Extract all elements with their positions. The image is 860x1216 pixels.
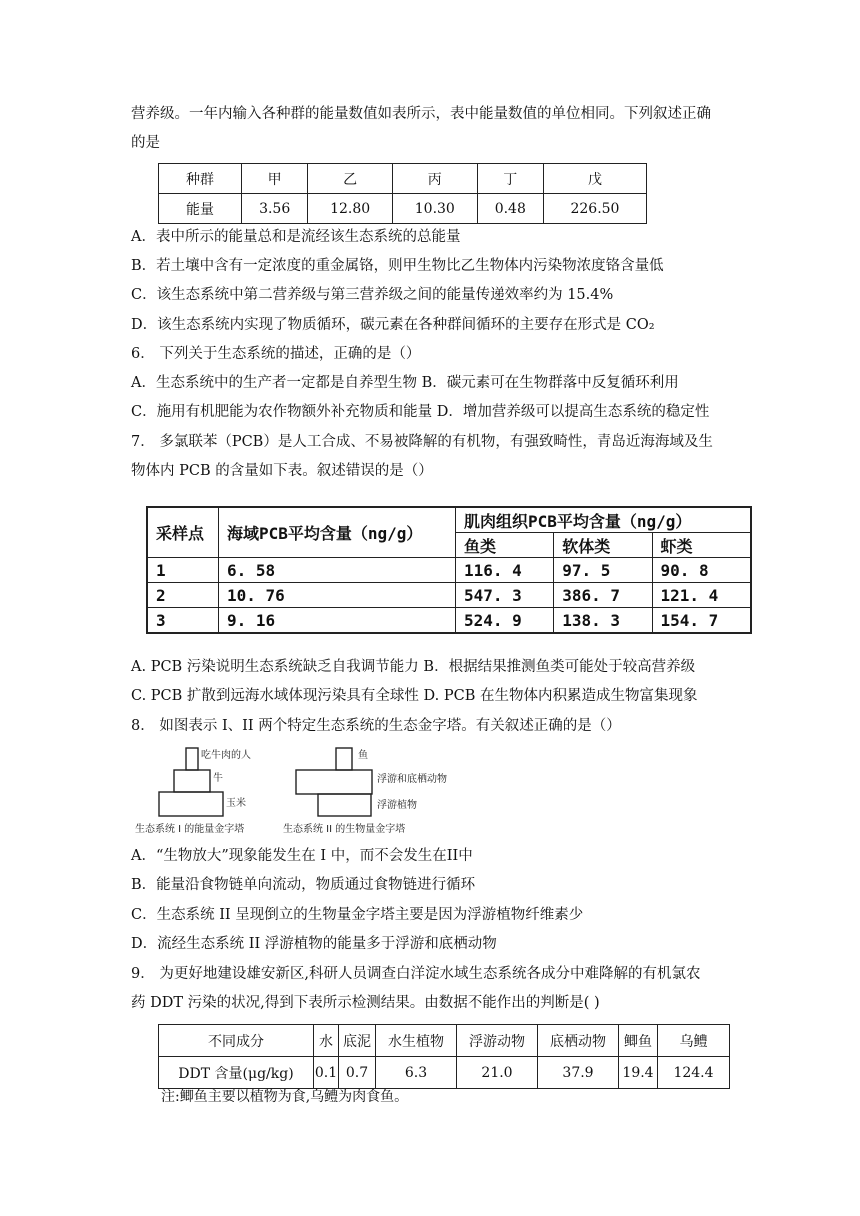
table-cell: 虾类 (652, 533, 751, 558)
pyramid-label: 浮游和底栖动物 (377, 774, 447, 785)
figure-caption: 生态系统 I 的能量金字塔 (135, 824, 245, 835)
option-c: C．生态系统 II 呈现倒立的生物量金字塔主要是因为浮游植物纤维素少 (131, 907, 584, 923)
table-row (147, 558, 751, 583)
pyramid-label: 玉米 (226, 798, 246, 809)
table-cell: 90. 8 (652, 558, 751, 583)
table-cell: 海域PCB平均含量（ng/g） (219, 507, 456, 558)
question-7: 7． 多氯联苯（PCB）是人工合成、不易被降解的有机物，有强致畸性，青岛近海海域及生 (131, 434, 713, 450)
table-row (147, 608, 751, 634)
table-cell: 2 (147, 583, 219, 608)
pyramid-block (296, 770, 372, 794)
table-row (159, 194, 647, 224)
table-cell: 底泥 (339, 1025, 376, 1057)
pyramid-block (159, 792, 223, 816)
pyramid-label: 浮游植物 (377, 800, 417, 811)
table-cell: 10.30 (392, 194, 477, 224)
table-cell: 能量 (159, 194, 242, 224)
energy-table (158, 163, 647, 224)
option-cd: C．施用有机肥能为农作物额外补充物质和能量 D．增加营养级可以提高生态系统的稳定性 (131, 404, 710, 420)
table-cell: 0.48 (477, 194, 543, 224)
table-row (147, 583, 751, 608)
table-cell: 浮游动物 (457, 1025, 538, 1057)
table-cell: 鲫鱼 (619, 1025, 658, 1057)
pyramid-label: 牛 (213, 773, 223, 784)
table-cell: 肌肉组织PCB平均含量（ng/g） (456, 507, 752, 533)
figure-caption: 生态系统 II 的生物量金字塔 (283, 824, 406, 835)
table-cell: 丁 (477, 164, 543, 194)
table-cell: 3.56 (242, 194, 308, 224)
table-cell: 121. 4 (652, 583, 751, 608)
table-cell: 138. 3 (554, 608, 652, 634)
pyramid-label: 鱼 (358, 750, 368, 761)
table-cell: 1 (147, 558, 219, 583)
table-cell: 乌鳢 (658, 1025, 730, 1057)
option-d: D．流经生态系统 II 浮游植物的能量多于浮游和底栖动物 (131, 936, 497, 952)
table-cell: 21.0 (457, 1057, 538, 1089)
question-6: 6． 下列关于生态系统的描述，正确的是（） (131, 346, 421, 362)
table-cell: 547. 3 (456, 583, 554, 608)
pyramid-block (174, 770, 210, 792)
table-row (159, 1025, 730, 1057)
option-b: B．能量沿食物链单向流动，物质通过食物链进行循环 (131, 877, 476, 893)
question-9: 9． 为更好地建设雄安新区,科研人员调查白洋淀水域生态系统各成分中难降解的有机氯农 (131, 966, 701, 982)
table-note: 注:鲫鱼主要以植物为食,乌鳢为肉食鱼。 (161, 1089, 409, 1105)
table-cell: 124.4 (658, 1057, 730, 1089)
option-cd: C. PCB 扩散到远海水域体现污染具有全球性 D. PCB 在生物体内积累造成生物富集现象 (131, 688, 698, 704)
table-row (159, 1057, 730, 1089)
pyramid-block (318, 794, 371, 816)
table-row (159, 164, 647, 194)
pyramid-block (336, 748, 352, 770)
table-cell: 戊 (543, 164, 646, 194)
option-c: C．该生态系统中第二营养级与第三营养级之间的能量传递效率约为 15.4% (131, 287, 614, 303)
table-cell: 乙 (308, 164, 393, 194)
table-cell: 116. 4 (456, 558, 554, 583)
table-cell: 软体类 (554, 533, 652, 558)
table-cell: 采样点 (147, 507, 219, 558)
table-cell: 6. 58 (219, 558, 456, 583)
text-line: 的是 (131, 135, 160, 151)
table-cell: 甲 (242, 164, 308, 194)
table-row (147, 507, 751, 533)
table-cell: 226.50 (543, 194, 646, 224)
option-a: A．“生物放大”现象能发生在 I 中，而不会发生在II中 (131, 848, 473, 864)
pcb-table (146, 506, 752, 634)
table-cell: DDT 含量(μg/kg) (159, 1057, 314, 1089)
pyramid-block (186, 748, 198, 770)
table-cell: 386. 7 (554, 583, 652, 608)
table-cell: 0.7 (339, 1057, 376, 1089)
table-cell: 524. 9 (456, 608, 554, 634)
question-8: 8． 如图表示 I、II 两个特定生态系统的生态金字塔。有关叙述正确的是（） (131, 718, 621, 734)
option-ab: A．生态系统中的生产者一定都是自养型生物 B．碳元素可在生物群落中反复循环利用 (131, 375, 679, 391)
table-cell: 12.80 (308, 194, 393, 224)
option-ab: A. PCB 污染说明生态系统缺乏自我调节能力 B．根据结果推测鱼类可能处于较高营养级 (131, 659, 696, 675)
question-7-cont: 物体内 PCB 的含量如下表。叙述错误的是（） (131, 463, 433, 479)
table-cell: 水 (314, 1025, 339, 1057)
table-cell: 10. 76 (219, 583, 456, 608)
pyramid-figure (131, 744, 491, 836)
table-cell: 种群 (159, 164, 242, 194)
table-cell: 154. 7 (652, 608, 751, 634)
table-cell: 不同成分 (159, 1025, 314, 1057)
table-cell: 19.4 (619, 1057, 658, 1089)
option-d: D．该生态系统内实现了物质循环，碳元素在各种群间循环的主要存在形式是 CO₂ (131, 317, 655, 333)
ddt-table (158, 1024, 730, 1089)
option-a: A．表中所示的能量总和是流经该生态系统的总能量 (131, 229, 461, 245)
table-cell: 6.3 (376, 1057, 457, 1089)
table-cell: 鱼类 (456, 533, 554, 558)
table-cell: 水生植物 (376, 1025, 457, 1057)
table-cell: 丙 (392, 164, 477, 194)
table-cell: 3 (147, 608, 219, 634)
pyramid-label: 吃牛肉的人 (201, 750, 251, 761)
table-cell: 97. 5 (554, 558, 652, 583)
question-9-cont: 药 DDT 污染的状况,得到下表所示检测结果。由数据不能作出的判断是( ) (131, 995, 600, 1011)
text-line: 营养级。一年内输入各种群的能量数值如表所示，表中能量数值的单位相同。下列叙述正确 (131, 106, 711, 122)
table-cell: 0.1 (314, 1057, 339, 1089)
table-cell: 底栖动物 (538, 1025, 619, 1057)
option-b: B．若土壤中含有一定浓度的重金属铬，则甲生物比乙生物体内污染物浓度铬含量低 (131, 258, 664, 274)
table-cell: 9. 16 (219, 608, 456, 634)
table-cell: 37.9 (538, 1057, 619, 1089)
